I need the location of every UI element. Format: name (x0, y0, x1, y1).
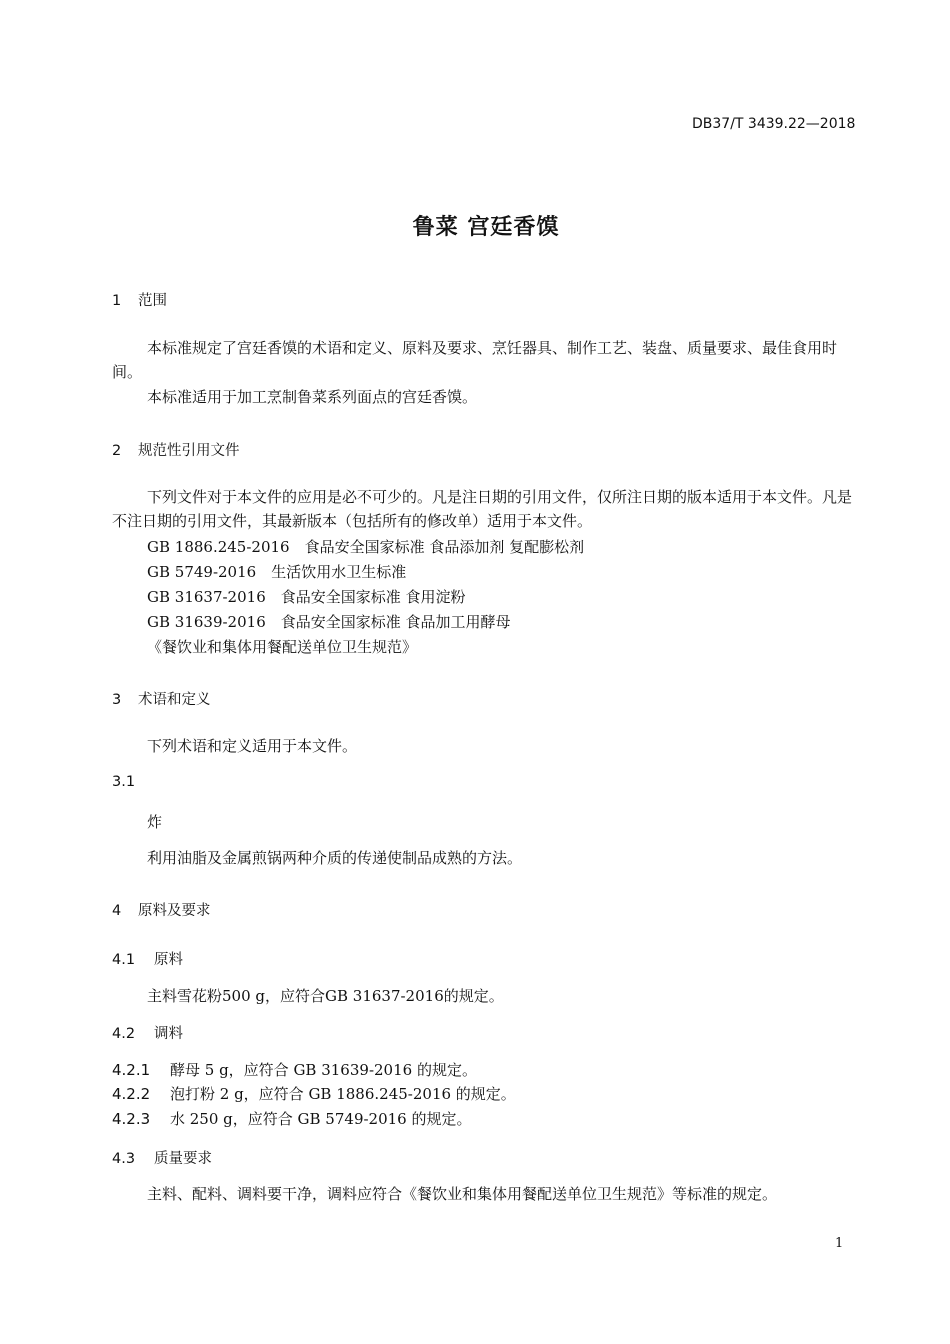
section-number: 1 (112, 293, 122, 309)
item-number: 4.2.1 (112, 1061, 151, 1079)
reference-item: GB 1886.245-2016 食品安全国家标准 食品添加剂 复配膨松剂 (147, 538, 585, 556)
page-title: 鲁菜 宫廷香馍 (412, 215, 560, 240)
subsection-number: 4.1 (112, 952, 136, 968)
list-item (112, 1107, 472, 1131)
reference-item: 《餐饮业和集体用餐配送单位卫生规范》 (147, 638, 418, 656)
section-4-heading (112, 899, 211, 920)
subsection-title: 原料 (154, 952, 183, 968)
document-number: DB37/T 3439.22—2018 (692, 116, 856, 132)
item-number: 4.2.2 (112, 1085, 151, 1103)
section-2-intro: 下列文件对于本文件的应用是必不可少的。凡是注日期的引用文件，仅所注日期的版本适用于本文件。凡是不注日期的引用文件，其最新版本（包括所有的修改单）适用于本文件。 (112, 488, 853, 530)
section-1-heading (112, 289, 167, 310)
section-title: 原料及要求 (138, 903, 211, 919)
section-2-heading (112, 439, 240, 460)
section-title: 规范性引用文件 (138, 443, 240, 459)
section-1-paragraph-2: 本标准适用于加工烹制鲁菜系列面点的宫廷香馍。 (147, 388, 478, 406)
term-name: 炸 (147, 813, 163, 831)
section-number: 4 (112, 903, 122, 919)
section-number: 2 (112, 443, 122, 459)
section-1-paragraph-1: 本标准规定了宫廷香馍的术语和定义、原料及要求、烹饪器具、制作工艺、装盘、质量要求、最佳食用时间。 (112, 339, 838, 381)
section-title: 术语和定义 (138, 692, 211, 708)
reference-item: GB 31639-2016 食品安全国家标准 食品加工用酵母 (147, 613, 511, 631)
term-definition: 利用油脂及金属煎锅两种介质的传递使制品成熟的方法。 (147, 849, 523, 867)
subsection-4-2-heading (112, 1022, 183, 1043)
section-title: 范围 (138, 293, 167, 309)
subsection-4-3-heading (112, 1147, 212, 1168)
item-number: 4.2.3 (112, 1110, 151, 1128)
subsection-number: 4.3 (112, 1151, 136, 1167)
term-number: 3.1 (112, 774, 136, 790)
section-number: 3 (112, 692, 122, 708)
subsection-4-1-heading (112, 948, 183, 969)
item-text: 酵母 5 g，应符合 GB 31639-2016 的规定。 (170, 1061, 477, 1079)
subsection-4-1-text: 主料雪花粉500 g，应符合GB 31637-2016的规定。 (147, 987, 504, 1005)
list-item (112, 1058, 477, 1082)
subsection-number: 4.2 (112, 1026, 136, 1042)
subsection-4-3-text: 主料、配料、调料要干净，调料应符合《餐饮业和集体用餐配送单位卫生规范》等标准的规定。 (147, 1185, 778, 1203)
subsection-title: 调料 (154, 1026, 183, 1042)
reference-item: GB 31637-2016 食品安全国家标准 食用淀粉 (147, 588, 466, 606)
subsection-title: 质量要求 (154, 1151, 212, 1167)
item-text: 泡打粉 2 g，应符合 GB 1886.245-2016 的规定。 (170, 1085, 516, 1103)
section-3-intro: 下列术语和定义适用于本文件。 (147, 737, 358, 755)
reference-item: GB 5749-2016 生活饮用水卫生标准 (147, 563, 407, 581)
list-item (112, 1082, 516, 1106)
item-text: 水 250 g，应符合 GB 5749-2016 的规定。 (170, 1110, 472, 1128)
page-number: 1 (835, 1236, 844, 1251)
section-3-heading (112, 688, 211, 709)
